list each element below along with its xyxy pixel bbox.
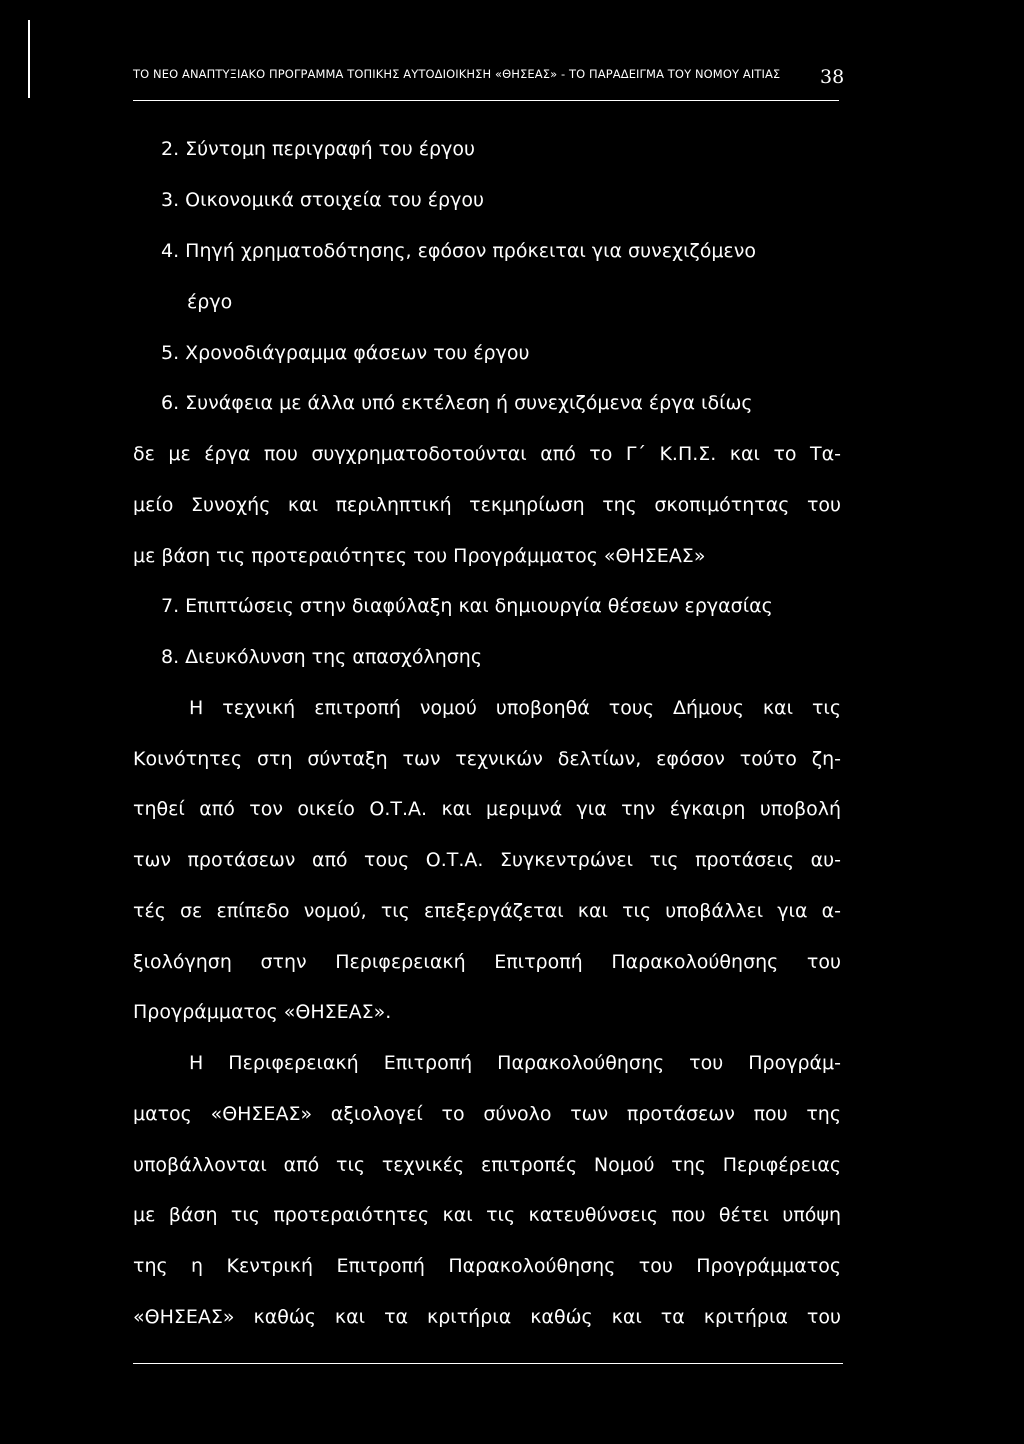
margin-line xyxy=(28,20,30,98)
paragraph-2-line-6: «ΘΗΣΕΑΣ» καθώς και τα κριτήρια καθώς και τα κριτήρια του xyxy=(133,1306,841,1328)
list-item-2: 2. Σύντομη περιγραφή του έργου xyxy=(161,138,475,160)
list-item-4: 4. Πηγή χρηματοδότησης, εφόσον πρόκειται για συνεχιζόμενο xyxy=(161,240,756,262)
list-item-6-line-4: με βάση τις προτεραιότητες του Προγράμματος «ΘΗΣΕΑΣ» xyxy=(133,545,706,567)
footer-rule xyxy=(133,1363,843,1364)
paragraph-1-line-3: τηθεί από τον οικείο Ο.Τ.Α. και μεριμνά για την έγκαιρη υποβολή xyxy=(133,798,841,820)
list-item-8: 8. Διευκόλυνση της απασχόλησης xyxy=(161,646,482,668)
running-header: ΤΟ ΝΕΟ ΑΝΑΠΤΥΞΙΑΚΟ ΠΡΟΓΡΑΜΜΑ ΤΟΠΙΚΗΣ ΑΥΤΟΔΙΟΙΚΗΣΗ «ΘΗΣΕΑΣ» - ΤΟ ΠΑΡΑΔΕΙΓΜΑ ΤΟΥ ΝΟΜΟΥ ΑΙΤΙΑΣ xyxy=(133,67,781,81)
list-item-5: 5. Χρονοδιάγραμμα φάσεων του έργου xyxy=(161,342,530,364)
page-number: 38 xyxy=(820,66,845,88)
paragraph-1-line-1: Η τεχνική επιτροπή νομού υποβοηθά τους Δήμους και τις xyxy=(189,697,841,719)
paragraph-1-line-6: ξιολόγηση στην Περιφερειακή Επιτροπή Παρακολούθησης του xyxy=(133,951,841,973)
list-item-4-continued: έργο xyxy=(187,291,233,313)
paragraph-2-line-3: υποβάλλονται από τις τεχνικές επιτροπές Νομού της Περιφέρειας xyxy=(133,1154,841,1176)
paragraph-1-line-4: των προτάσεων από τους Ο.Τ.Α. Συγκεντρώνει τις προτάσεις αυ- xyxy=(133,849,841,871)
paragraph-2-line-2: ματος «ΘΗΣΕΑΣ» αξιολογεί το σύνολο των προτάσεων που της xyxy=(133,1103,841,1125)
list-item-7: 7. Επιπτώσεις στην διαφύλαξη και δημιουργία θέσεων εργασίας xyxy=(161,595,773,617)
paragraph-1-line-2: Κοινότητες στη σύνταξη των τεχνικών δελτίων, εφόσον τούτο ζη- xyxy=(133,748,841,770)
list-item-6-line-2: δε με έργα που συγχρηματοδοτούνται από το Γ΄ Κ.Π.Σ. και το Τα- xyxy=(133,443,841,465)
paragraph-1-line-7: Προγράμματος «ΘΗΣΕΑΣ». xyxy=(133,1001,392,1023)
paragraph-2-line-1: Η Περιφερειακή Επιτροπή Παρακολούθησης του Προγράμ- xyxy=(189,1052,841,1074)
paragraph-2-line-4: με βάση τις προτεραιότητες και τις κατευθύνσεις που θέτει υπόψη xyxy=(133,1204,841,1226)
list-item-6: 6. Συνάφεια με άλλα υπό εκτέλεση ή συνεχιζόμενα έργα ιδίως xyxy=(161,392,753,414)
paragraph-1-line-5: τές σε επίπεδο νομού, τις επεξεργάζεται και τις υποβάλλει για α- xyxy=(133,900,841,922)
list-item-3: 3. Οικονομικά στοιχεία του έργου xyxy=(161,189,484,211)
paragraph-2-line-5: της η Κεντρική Επιτροπή Παρακολούθησης του Προγράμματος xyxy=(133,1255,841,1277)
header-rule xyxy=(133,100,839,101)
list-item-6-line-3: μείο Συνοχής και περιληπτική τεκμηρίωση της σκοπιμότητας του xyxy=(133,494,841,516)
